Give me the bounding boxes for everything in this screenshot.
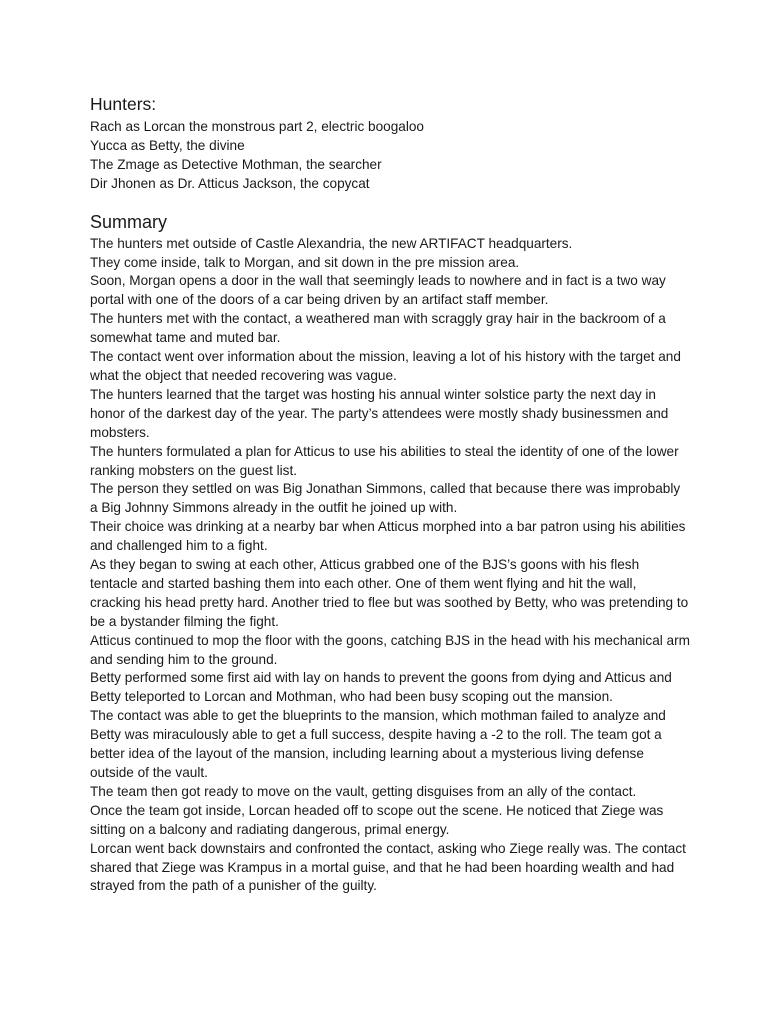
summary-paragraph: The hunters formulated a plan for Atticus to use his abilities to steal the identity of one of the lower ranking mobsters on the guest list. <box>90 443 679 478</box>
document-page <box>90 93 690 896</box>
summary-paragraph: Betty performed some first aid with lay on hands to prevent the goons from dying and Atticus and Betty teleported to Lorcan and Mothman, who had been busy scoping out the mansion. <box>90 670 672 705</box>
summary-paragraph: Atticus continued to mop the floor with the goons, catching BJS in the head with his mechanical arm and sending him to the ground. <box>90 632 690 667</box>
summary-paragraph: Lorcan went back downstairs and confronted the contact, asking who Ziege really was. The contact shared that Ziege was Krampus in a mortal guise, and that he had been hoarding wealth and had strayed from the path of a punisher of the guilty. <box>90 840 686 894</box>
hunters-heading: Hunters: <box>90 94 157 114</box>
summary-heading: Summary <box>90 211 168 232</box>
hunter-item: Dir Jhonen as Dr. Atticus Jackson, the copycat <box>90 175 370 191</box>
hunter-item: Rach as Lorcan the monstrous part 2, electric boogaloo <box>90 119 424 134</box>
summary-paragraph: The contact went over information about the mission, leaving a lot of his history with the target and what the object that needed recovering was vague. <box>90 349 681 383</box>
hunter-item: Yucca as Betty, the divine <box>90 137 245 153</box>
hunters-list <box>90 118 690 194</box>
summary-paragraph: Soon, Morgan opens a door in the wall that seemingly leads to nowhere and in fact is a two way portal with one of the doors of a car being driven by an artifact staff member. <box>90 273 666 308</box>
summary-paragraph: Their choice was drinking at a nearby bar when Atticus morphed into a bar patron using his abilities and challenged him to a fight. <box>90 519 686 554</box>
summary-paragraph: The hunters met outside of Castle Alexandria, the new ARTIFACT headquarters. <box>90 235 573 251</box>
hunter-item: The Zmage as Detective Mothman, the searcher <box>90 156 382 172</box>
summary-list <box>90 235 690 897</box>
summary-paragraph: The contact was able to get the blueprints to the mansion, which mothman failed to analyze and Betty was miraculously able to get a full success, despite having a -2 to the roll. The team got a better idea of the layout of the mansion, including learning about a mysterious living defense outside of the vault. <box>90 708 666 780</box>
summary-paragraph: Once the team got inside, Lorcan headed off to scope out the scene. He noticed that Ziege was sitting on a balcony and radiating dangerous, primal energy. <box>90 802 664 837</box>
summary-paragraph: They come inside, talk to Morgan, and sit down in the pre mission area. <box>90 254 520 270</box>
summary-paragraph: The hunters learned that the target was hosting his annual winter solstice party the next day in honor of the darkest day of the year. The party’s attendees were mostly shady businessmen and mobsters. <box>90 386 669 440</box>
summary-paragraph: The person they settled on was Big Jonathan Simmons, called that because there was improbably a Big Johnny Simmons already in the outfit he joined up with. <box>90 481 681 516</box>
summary-paragraph: The team then got ready to move on the vault, getting disguises from an ally of the contact. <box>90 783 637 799</box>
summary-paragraph: As they began to swing at each other, Atticus grabbed one of the BJS’s goons with his flesh tentacle and started bashing them into each other. One of them went flying and hit the wall, cracking his head pretty hard. Another tried to flee but was soothed by Betty, who was pretending to be a bystander filming the fight. <box>90 557 689 629</box>
summary-paragraph: The hunters met with the contact, a weathered man with scraggly gray hair in the backroom of a somewhat tame and muted bar. <box>90 311 666 346</box>
